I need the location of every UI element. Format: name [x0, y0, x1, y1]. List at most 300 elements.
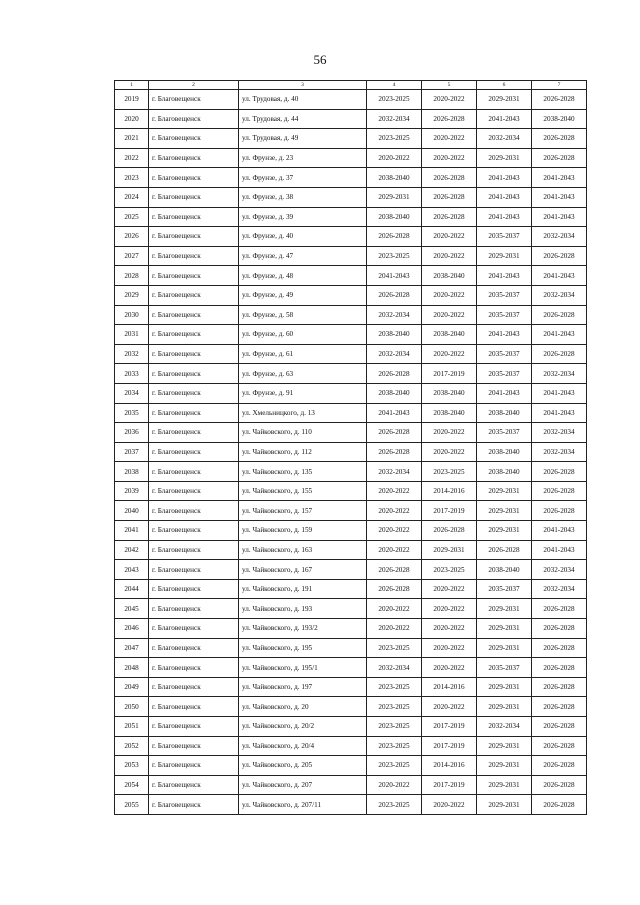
period-cell: 2026-2028 [532, 305, 587, 325]
period-cell: 2020-2022 [367, 775, 422, 795]
period-cell: 2041-2043 [532, 266, 587, 286]
period-cell: 2020-2022 [422, 227, 477, 247]
column-number-header: 5 [422, 81, 477, 90]
period-cell: 2020-2022 [422, 344, 477, 364]
row-number-cell: 2040 [115, 501, 149, 521]
city-cell: г. Благовещенск [149, 246, 239, 266]
period-cell: 2035-2037 [477, 658, 532, 678]
row-number-cell: 2047 [115, 638, 149, 658]
address-cell: ул. Фрунзе, д. 49 [239, 285, 367, 305]
city-cell: г. Благовещенск [149, 266, 239, 286]
period-cell: 2041-2043 [367, 403, 422, 423]
period-cell: 2041-2043 [477, 383, 532, 403]
period-cell: 2041-2043 [477, 168, 532, 188]
table-row [115, 736, 587, 756]
period-cell: 2020-2022 [367, 599, 422, 619]
address-cell: ул. Фрунзе, д. 47 [239, 246, 367, 266]
table-row [115, 775, 587, 795]
period-cell: 2029-2031 [477, 599, 532, 619]
address-cell: ул. Чайковского, д. 163 [239, 540, 367, 560]
period-cell: 2020-2022 [422, 285, 477, 305]
period-cell: 2038-2040 [422, 383, 477, 403]
period-cell: 2029-2031 [477, 795, 532, 815]
period-cell: 2041-2043 [477, 266, 532, 286]
row-number-cell: 2051 [115, 717, 149, 737]
period-cell: 2026-2028 [532, 697, 587, 717]
city-cell: г. Благовещенск [149, 285, 239, 305]
city-cell: г. Благовещенск [149, 560, 239, 580]
period-cell: 2020-2022 [422, 697, 477, 717]
address-cell: ул. Чайковского, д. 159 [239, 521, 367, 541]
period-cell: 2032-2034 [532, 560, 587, 580]
period-cell: 2026-2028 [367, 364, 422, 384]
table-row [115, 266, 587, 286]
period-cell: 2023-2025 [367, 246, 422, 266]
period-cell: 2026-2028 [532, 619, 587, 639]
row-number-cell: 2034 [115, 383, 149, 403]
table-row [115, 560, 587, 580]
city-cell: г. Благовещенск [149, 442, 239, 462]
address-cell: ул. Хмельницкого, д. 13 [239, 403, 367, 423]
period-cell: 2020-2022 [422, 658, 477, 678]
period-cell: 2020-2022 [422, 129, 477, 149]
row-number-cell: 2042 [115, 540, 149, 560]
period-cell: 2023-2025 [422, 462, 477, 482]
city-cell: г. Благовещенск [149, 717, 239, 737]
table-row [115, 462, 587, 482]
period-cell: 2041-2043 [477, 325, 532, 345]
period-cell: 2026-2028 [422, 109, 477, 129]
city-cell: г. Благовещенск [149, 697, 239, 717]
city-cell: г. Благовещенск [149, 109, 239, 129]
table-row [115, 717, 587, 737]
address-cell: ул. Чайковского, д. 157 [239, 501, 367, 521]
address-cell: ул. Чайковского, д. 167 [239, 560, 367, 580]
period-cell: 2026-2028 [532, 344, 587, 364]
city-cell: г. Благовещенск [149, 501, 239, 521]
column-number-header: 7 [532, 81, 587, 90]
row-number-cell: 2045 [115, 599, 149, 619]
period-cell: 2041-2043 [532, 187, 587, 207]
city-cell: г. Благовещенск [149, 521, 239, 541]
city-cell: г. Благовещенск [149, 383, 239, 403]
row-number-cell: 2030 [115, 305, 149, 325]
table-row [115, 501, 587, 521]
period-cell: 2041-2043 [532, 325, 587, 345]
period-cell: 2020-2022 [367, 540, 422, 560]
period-cell: 2038-2040 [477, 560, 532, 580]
period-cell: 2026-2028 [532, 658, 587, 678]
period-cell: 2026-2028 [367, 227, 422, 247]
period-cell: 2026-2028 [532, 129, 587, 149]
period-cell: 2023-2025 [367, 736, 422, 756]
period-cell: 2020-2022 [422, 148, 477, 168]
row-number-cell: 2026 [115, 227, 149, 247]
city-cell: г. Благовещенск [149, 677, 239, 697]
table-row [115, 697, 587, 717]
period-cell: 2038-2040 [532, 109, 587, 129]
city-cell: г. Благовещенск [149, 658, 239, 678]
row-number-cell: 2055 [115, 795, 149, 815]
table-row [115, 638, 587, 658]
period-cell: 2020-2022 [367, 501, 422, 521]
period-cell: 2041-2043 [477, 187, 532, 207]
row-number-cell: 2025 [115, 207, 149, 227]
period-cell: 2032-2034 [532, 423, 587, 443]
row-number-cell: 2027 [115, 246, 149, 266]
period-cell: 2029-2031 [477, 521, 532, 541]
table-row [115, 344, 587, 364]
period-cell: 2026-2028 [532, 736, 587, 756]
row-number-cell: 2043 [115, 560, 149, 580]
row-number-cell: 2032 [115, 344, 149, 364]
period-cell: 2026-2028 [532, 756, 587, 776]
row-number-cell: 2036 [115, 423, 149, 443]
period-cell: 2029-2031 [477, 638, 532, 658]
period-cell: 2032-2034 [532, 579, 587, 599]
period-cell: 2041-2043 [532, 521, 587, 541]
period-cell: 2026-2028 [532, 481, 587, 501]
period-cell: 2020-2022 [422, 442, 477, 462]
period-cell: 2026-2028 [422, 187, 477, 207]
period-cell: 2032-2034 [532, 442, 587, 462]
period-cell: 2026-2028 [532, 90, 587, 110]
period-cell: 2026-2028 [422, 168, 477, 188]
city-cell: г. Благовещенск [149, 540, 239, 560]
row-number-cell: 2021 [115, 129, 149, 149]
period-cell: 2020-2022 [422, 599, 477, 619]
period-cell: 2032-2034 [367, 462, 422, 482]
address-cell: ул. Чайковского, д. 207 [239, 775, 367, 795]
period-cell: 2023-2025 [367, 697, 422, 717]
period-cell: 2038-2040 [367, 383, 422, 403]
period-cell: 2035-2037 [477, 285, 532, 305]
table-row [115, 423, 587, 443]
city-cell: г. Благовещенск [149, 423, 239, 443]
period-cell: 2029-2031 [477, 619, 532, 639]
period-cell: 2035-2037 [477, 423, 532, 443]
period-cell: 2035-2037 [477, 579, 532, 599]
row-number-cell: 2054 [115, 775, 149, 795]
period-cell: 2026-2028 [367, 560, 422, 580]
period-cell: 2032-2034 [477, 129, 532, 149]
period-cell: 2023-2025 [367, 638, 422, 658]
period-cell: 2023-2025 [367, 90, 422, 110]
period-cell: 2041-2043 [367, 266, 422, 286]
address-cell: ул. Фрунзе, д. 91 [239, 383, 367, 403]
period-cell: 2020-2022 [422, 246, 477, 266]
period-cell: 2020-2022 [422, 638, 477, 658]
address-cell: ул. Трудовая, д. 44 [239, 109, 367, 129]
city-cell: г. Благовещенск [149, 756, 239, 776]
period-cell: 2032-2034 [367, 658, 422, 678]
table-row [115, 325, 587, 345]
period-cell: 2029-2031 [422, 540, 477, 560]
address-cell: ул. Чайковского, д. 195 [239, 638, 367, 658]
period-cell: 2026-2028 [532, 501, 587, 521]
city-cell: г. Благовещенск [149, 462, 239, 482]
period-cell: 2020-2022 [422, 90, 477, 110]
period-cell: 2020-2022 [367, 521, 422, 541]
address-cell: ул. Фрунзе, д. 61 [239, 344, 367, 364]
row-number-cell: 2033 [115, 364, 149, 384]
address-cell: ул. Чайковского, д. 112 [239, 442, 367, 462]
column-number-header: 1 [115, 81, 149, 90]
row-number-cell: 2035 [115, 403, 149, 423]
column-number-header: 2 [149, 81, 239, 90]
period-cell: 2014-2016 [422, 677, 477, 697]
table-row [115, 207, 587, 227]
period-cell: 2020-2022 [367, 619, 422, 639]
period-cell: 2032-2034 [367, 305, 422, 325]
period-cell: 2032-2034 [477, 717, 532, 737]
period-cell: 2017-2019 [422, 736, 477, 756]
table-row [115, 481, 587, 501]
period-cell: 2020-2022 [367, 481, 422, 501]
table-row [115, 109, 587, 129]
table-row [115, 227, 587, 247]
table-row [115, 246, 587, 266]
address-cell: ул. Чайковского, д. 155 [239, 481, 367, 501]
period-cell: 2020-2022 [422, 619, 477, 639]
row-number-cell: 2022 [115, 148, 149, 168]
city-cell: г. Благовещенск [149, 305, 239, 325]
address-cell: ул. Чайковского, д. 205 [239, 756, 367, 776]
address-cell: ул. Фрунзе, д. 39 [239, 207, 367, 227]
period-cell: 2020-2022 [422, 305, 477, 325]
period-cell: 2029-2031 [477, 756, 532, 776]
period-cell: 2026-2028 [422, 207, 477, 227]
period-cell: 2020-2022 [367, 148, 422, 168]
period-cell: 2023-2025 [367, 677, 422, 697]
address-cell: ул. Трудовая, д. 40 [239, 90, 367, 110]
address-cell: ул. Чайковского, д. 191 [239, 579, 367, 599]
period-cell: 2038-2040 [477, 403, 532, 423]
address-cell: ул. Чайковского, д. 193 [239, 599, 367, 619]
table-body [115, 81, 587, 815]
table-row [115, 148, 587, 168]
period-cell: 2029-2031 [477, 246, 532, 266]
table-row [115, 619, 587, 639]
row-number-cell: 2037 [115, 442, 149, 462]
period-cell: 2020-2022 [422, 795, 477, 815]
row-number-cell: 2024 [115, 187, 149, 207]
period-cell: 2026-2028 [532, 246, 587, 266]
city-cell: г. Благовещенск [149, 129, 239, 149]
table-row [115, 795, 587, 815]
row-number-cell: 2039 [115, 481, 149, 501]
period-cell: 2035-2037 [477, 227, 532, 247]
period-cell: 2041-2043 [532, 383, 587, 403]
table-row [115, 677, 587, 697]
column-number-header: 4 [367, 81, 422, 90]
address-cell: ул. Чайковского, д. 195/1 [239, 658, 367, 678]
period-cell: 2017-2019 [422, 364, 477, 384]
address-cell: ул. Чайковского, д. 193/2 [239, 619, 367, 639]
row-number-cell: 2031 [115, 325, 149, 345]
period-cell: 2026-2028 [532, 795, 587, 815]
period-cell: 2026-2028 [532, 148, 587, 168]
row-number-cell: 2038 [115, 462, 149, 482]
period-cell: 2020-2022 [422, 423, 477, 443]
address-cell: ул. Чайковского, д. 20/2 [239, 717, 367, 737]
period-cell: 2041-2043 [532, 540, 587, 560]
address-cell: ул. Чайковского, д. 20/4 [239, 736, 367, 756]
address-cell: ул. Фрунзе, д. 48 [239, 266, 367, 286]
row-number-cell: 2041 [115, 521, 149, 541]
table-row [115, 383, 587, 403]
row-number-cell: 2028 [115, 266, 149, 286]
period-cell: 2026-2028 [367, 579, 422, 599]
city-cell: г. Благовещенск [149, 579, 239, 599]
city-cell: г. Благовещенск [149, 207, 239, 227]
period-cell: 2029-2031 [477, 90, 532, 110]
table-row [115, 90, 587, 110]
address-cell: ул. Фрунзе, д. 60 [239, 325, 367, 345]
period-cell: 2023-2025 [367, 129, 422, 149]
address-cell: ул. Фрунзе, д. 40 [239, 227, 367, 247]
table-row [115, 187, 587, 207]
row-number-cell: 2044 [115, 579, 149, 599]
period-cell: 2026-2028 [532, 638, 587, 658]
period-cell: 2035-2037 [477, 344, 532, 364]
period-cell: 2041-2043 [532, 168, 587, 188]
row-number-cell: 2048 [115, 658, 149, 678]
table-row [115, 129, 587, 149]
period-cell: 2020-2022 [422, 579, 477, 599]
period-cell: 2029-2031 [477, 775, 532, 795]
period-cell: 2041-2043 [532, 207, 587, 227]
period-cell: 2023-2025 [422, 560, 477, 580]
city-cell: г. Благовещенск [149, 187, 239, 207]
period-cell: 2029-2031 [477, 481, 532, 501]
period-cell: 2032-2034 [532, 227, 587, 247]
table-row [115, 168, 587, 188]
period-cell: 2032-2034 [532, 285, 587, 305]
city-cell: г. Благовещенск [149, 736, 239, 756]
row-number-cell: 2050 [115, 697, 149, 717]
period-cell: 2026-2028 [367, 423, 422, 443]
city-cell: г. Благовещенск [149, 403, 239, 423]
period-cell: 2035-2037 [477, 305, 532, 325]
page-number: 56 [313, 52, 327, 67]
address-cell: ул. Фрунзе, д. 37 [239, 168, 367, 188]
city-cell: г. Благовещенск [149, 344, 239, 364]
period-cell: 2026-2028 [422, 521, 477, 541]
row-number-cell: 2049 [115, 677, 149, 697]
table-row [115, 540, 587, 560]
period-cell: 2038-2040 [367, 207, 422, 227]
row-number-cell: 2046 [115, 619, 149, 639]
period-cell: 2032-2034 [367, 109, 422, 129]
period-cell: 2029-2031 [477, 148, 532, 168]
city-cell: г. Благовещенск [149, 619, 239, 639]
address-cell: ул. Трудовая, д. 49 [239, 129, 367, 149]
address-cell: ул. Фрунзе, д. 63 [239, 364, 367, 384]
period-cell: 2029-2031 [477, 697, 532, 717]
period-cell: 2026-2028 [532, 462, 587, 482]
column-number-header: 3 [239, 81, 367, 90]
period-cell: 2038-2040 [367, 325, 422, 345]
row-number-cell: 2020 [115, 109, 149, 129]
table-row [115, 285, 587, 305]
period-cell: 2026-2028 [367, 442, 422, 462]
city-cell: г. Благовещенск [149, 599, 239, 619]
period-cell: 2038-2040 [422, 403, 477, 423]
period-cell: 2026-2028 [532, 775, 587, 795]
table-row [115, 521, 587, 541]
period-cell: 2038-2040 [422, 325, 477, 345]
period-cell: 2035-2037 [477, 364, 532, 384]
period-cell: 2038-2040 [477, 442, 532, 462]
table-row [115, 403, 587, 423]
period-cell: 2014-2016 [422, 756, 477, 776]
period-cell: 2026-2028 [532, 599, 587, 619]
city-cell: г. Благовещенск [149, 481, 239, 501]
table-row [115, 658, 587, 678]
city-cell: г. Благовещенск [149, 168, 239, 188]
row-number-cell: 2019 [115, 90, 149, 110]
city-cell: г. Благовещенск [149, 638, 239, 658]
city-cell: г. Благовещенск [149, 227, 239, 247]
period-cell: 2041-2043 [477, 109, 532, 129]
period-cell: 2026-2028 [532, 677, 587, 697]
city-cell: г. Благовещенск [149, 325, 239, 345]
table-row [115, 579, 587, 599]
period-cell: 2026-2028 [367, 285, 422, 305]
schedule-table [114, 80, 587, 815]
period-cell: 2026-2028 [532, 717, 587, 737]
address-cell: ул. Чайковского, д. 207/11 [239, 795, 367, 815]
row-number-cell: 2023 [115, 168, 149, 188]
row-number-cell: 2029 [115, 285, 149, 305]
table-row [115, 305, 587, 325]
period-cell: 2014-2016 [422, 481, 477, 501]
period-cell: 2029-2031 [477, 501, 532, 521]
city-cell: г. Благовещенск [149, 795, 239, 815]
table-row [115, 364, 587, 384]
header-row [115, 81, 587, 90]
period-cell: 2029-2031 [477, 736, 532, 756]
table-row [115, 442, 587, 462]
period-cell: 2029-2031 [477, 677, 532, 697]
period-cell: 2032-2034 [532, 364, 587, 384]
period-cell: 2023-2025 [367, 717, 422, 737]
period-cell: 2017-2019 [422, 775, 477, 795]
period-cell: 2038-2040 [477, 462, 532, 482]
column-number-header: 6 [477, 81, 532, 90]
period-cell: 2023-2025 [367, 795, 422, 815]
period-cell: 2026-2028 [477, 540, 532, 560]
city-cell: г. Благовещенск [149, 148, 239, 168]
city-cell: г. Благовещенск [149, 775, 239, 795]
address-cell: ул. Фрунзе, д. 23 [239, 148, 367, 168]
period-cell: 2017-2019 [422, 717, 477, 737]
period-cell: 2038-2040 [422, 266, 477, 286]
period-cell: 2041-2043 [477, 207, 532, 227]
city-cell: г. Благовещенск [149, 90, 239, 110]
table-row [115, 756, 587, 776]
period-cell: 2038-2040 [367, 168, 422, 188]
address-cell: ул. Фрунзе, д. 38 [239, 187, 367, 207]
address-cell: ул. Чайковского, д. 135 [239, 462, 367, 482]
row-number-cell: 2053 [115, 756, 149, 776]
period-cell: 2023-2025 [367, 756, 422, 776]
period-cell: 2017-2019 [422, 501, 477, 521]
city-cell: г. Благовещенск [149, 364, 239, 384]
period-cell: 2032-2034 [367, 344, 422, 364]
address-cell: ул. Чайковского, д. 197 [239, 677, 367, 697]
